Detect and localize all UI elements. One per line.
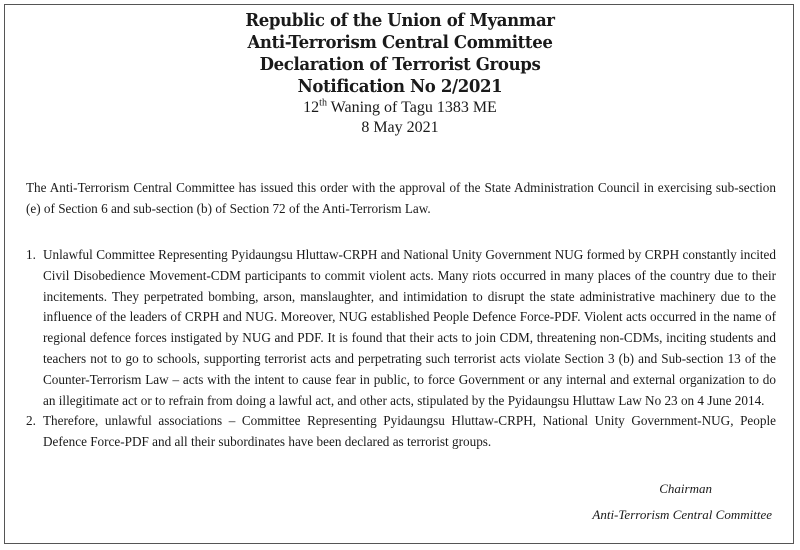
document-header [0,10,800,138]
clause-number: 2. [26,413,36,429]
clause-text: Therefore, unlawful associations – Committee Representing Pyidaungsu Hluttaw-CRPH, National Unity Government-NUG, People Defence Force-PDF and all their subordinates have been declared as terrorist groups. [43,413,776,450]
clause-2 [26,411,776,453]
clause-text: Unlawful Committee Representing Pyidaungsu Hluttaw-CRPH and National Unity Government NUG formed by CRPH constantly incited Civil Disobedience Movement-CDM participants to commit violent acts. Many riots occurred in many places of the country due to their incitements. They perpetrated bombing, arson, manslaughter, and intimidation to disrupt the state administrative machinery due to the influence of the leaders of CRPH and NUG. Moreover, NUG established People Defence Force-PDF. Violent acts occurred in the name of regional defence forces instigated by NUG and PDF. It is found that their acts to join CDM, threatening non-CDMs, inciting students and teachers not to go to schools, supporting terrorist acts and perpetrating such terrorist acts violate Section 3 (b) and Sub-section 13 of the Counter-Terrorism Law – acts with the intent to cause fear in public, to force Government or any internal and external organization to do an illegitimate act or to refrain from doing a lawful act, and other acts, stipulated by the Pyidaungsu Hluttaw Law No 23 on 4 June 2014. [43,247,776,408]
myanmar-date-day: 12 [303,99,320,116]
signatory-role: Chairman [659,481,712,496]
myanmar-date-suffix: th [319,97,327,109]
intro-paragraph: The Anti-Terrorism Central Committee has issued this order with the approval of the State Administration Council in exercising sub-section (e) of Section 6 and sub-section (b) of Section 72 of the Anti-Terrorism Law. [26,180,776,216]
clause-1 [26,245,776,411]
gregorian-date: 8 May 2021 [361,119,439,136]
committee-title: Anti-Terrorism Central Committee [247,32,553,53]
myanmar-date-rest: Waning of Tagu 1383 ME [326,99,497,116]
signatory-organization: Anti-Terrorism Central Committee [592,507,772,522]
clause-list [26,245,776,453]
declaration-title: Declaration of Terrorist Groups [259,54,541,75]
clause-number: 1. [26,247,36,262]
country-title: Republic of the Union of Myanmar [245,10,555,31]
notification-number: Notification No 2/2021 [297,76,503,97]
myanmar-date [0,98,800,118]
signature-block [592,476,772,528]
